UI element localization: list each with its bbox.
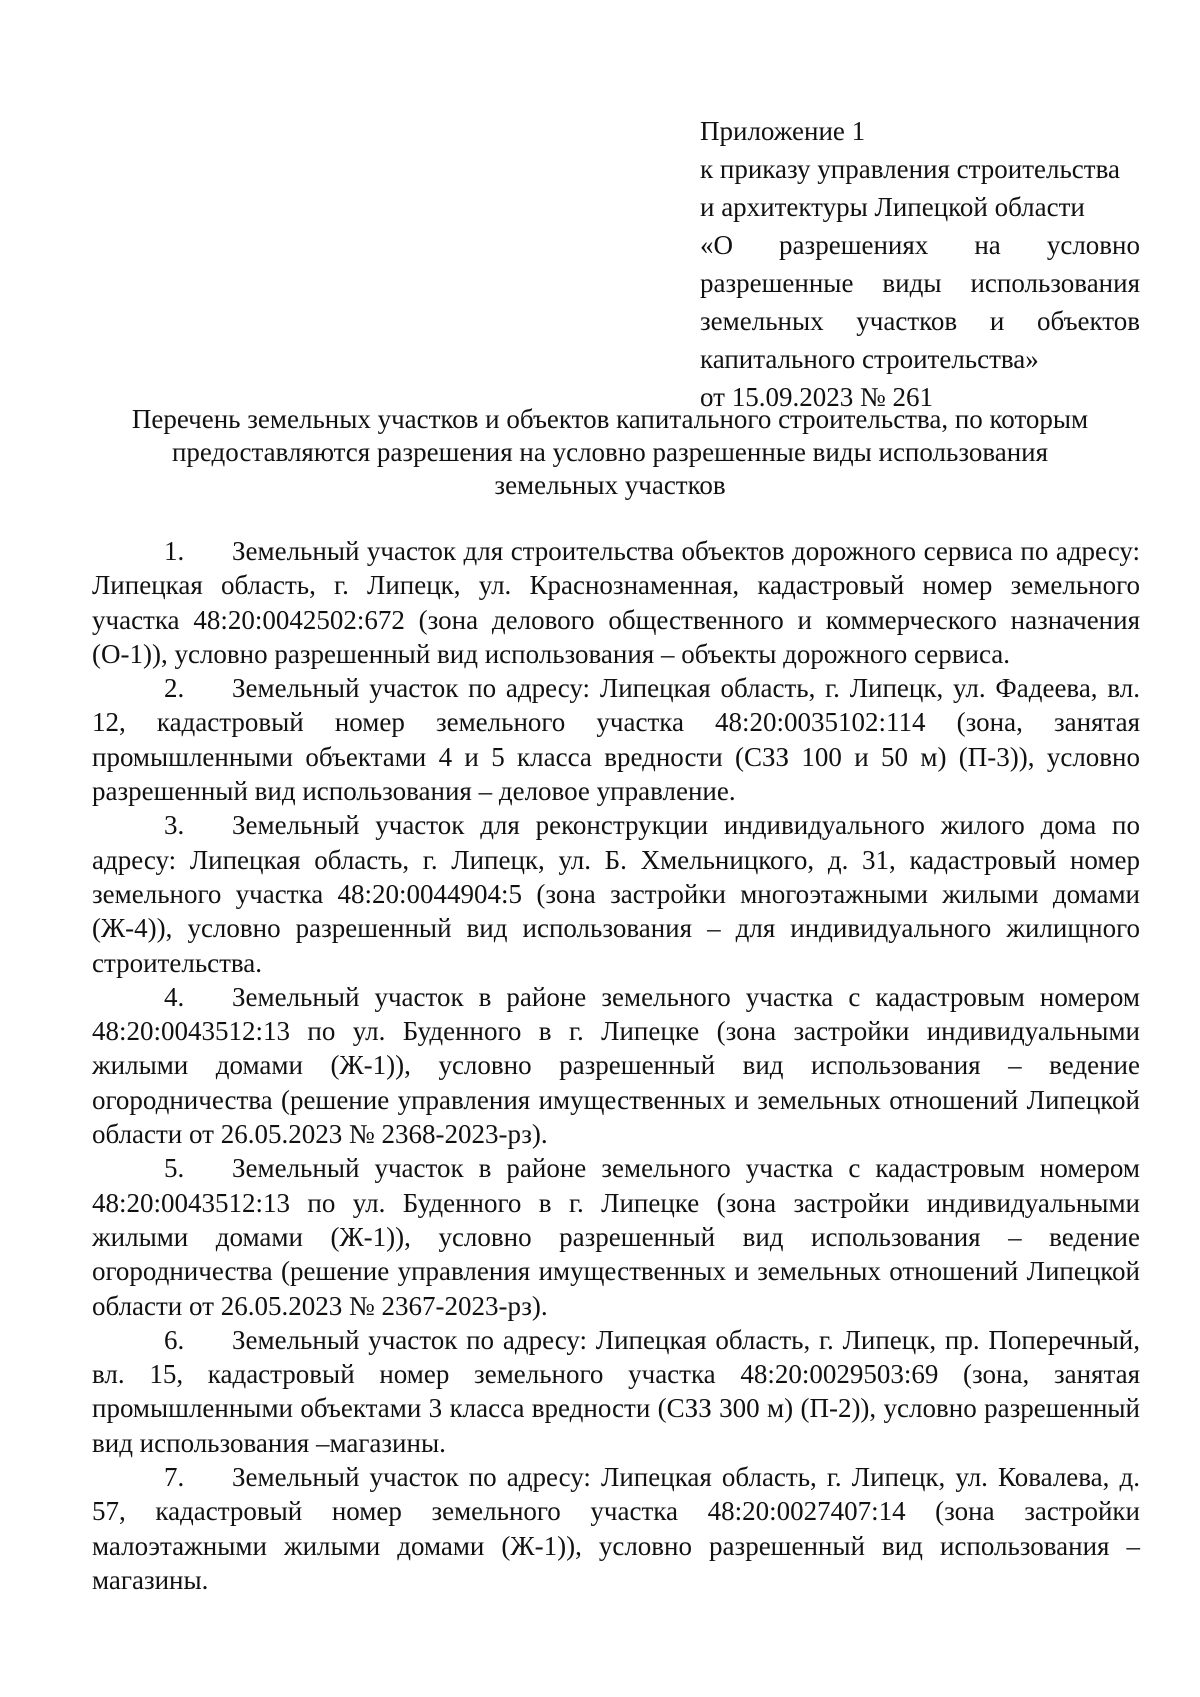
item-text: Земельный участок для строительства объектов дорожного сервиса по адресу: Липецкая область, г. Липецк, ул. Краснознаменная, кадастровый номер земельного участка 48:20:0042502:672 (зона делового общественного и коммерческого назначения (О-1)), условно разрешенный вид использования – объекты дорожного сервиса. [92,536,1140,669]
land-plot-list [92,534,1140,1597]
appendix-order-title-end: капитального строительства» [700,344,1039,374]
item-number: 7. [164,1462,185,1493]
item-number: 3. [164,810,185,841]
item-number: 2. [164,673,185,704]
item-text: Земельный участок в районе земельного участка с кадастровым номером 48:20:0043512:13 по ул. Буденного в г. Липецке (зона застройки индивидуальными жилыми домами (Ж-1)), условно разрешенный вид использования – ведение огородничества (решение управления имущественных и земельных отношений Липецкой области от 26.05.2023 № 2367-2023-рз). [92,1153,1140,1321]
title-line-1: Перечень земельных участков и объектов капитального строительства, по которым [131,404,1089,434]
item-text: Земельный участок по адресу: Липецкая область, г. Липецк, ул. Ковалева, д. 57, кадастровый номер земельного участка 48:20:0027407:14 (зона застройки малоэтажными жилыми домами (Ж-1)), условно разрешенный вид использования – магазины. [92,1462,1140,1595]
list-item [92,1151,1140,1322]
appendix-order-ref: к приказу управления строительства [700,154,1120,184]
appendix-label: Приложение 1 [700,116,866,146]
item-text: Земельный участок в районе земельного участка с кадастровым номером 48:20:0043512:13 по ул. Буденного в г. Липецке (зона застройки индивидуальными жилыми домами (Ж-1)), условно разрешенный вид использования – ведение огородничества (решение управления имущественных и земельных отношений Липецкой области от 26.05.2023 № 2368-2023-рз). [92,981,1140,1150]
list-item [92,980,1140,1151]
item-text: Земельный участок для реконструкции индивидуального жилого дома по адресу: Липецкая область, г. Липецк, ул. Б. Хмельницкого, д. 31, кадастровый номер земельного участка 48:20:0044904:5 (зона застройки многоэтажными жилыми домами (Ж-4)), условно разрешенный вид использования – для индивидуального жилищного строительства. [92,810,1140,978]
item-number: 4. [164,981,185,1012]
document-title [80,403,1140,502]
appendix-authority: и архитектуры Липецкой области [700,192,1085,222]
item-text: Земельный участок по адресу: Липецкая область, г. Липецк, пр. Поперечный, вл. 15, кадастровый номер земельного участка 48:20:0029503:69 (зона, занятая промышленными объектами 3 класса вредности (СЗЗ 300 м) (П-2)), условно разрешенный вид использования –магазины. [92,1324,1140,1458]
list-item [92,808,1140,979]
list-item [92,534,1140,671]
appendix-order-title: «О разрешениях на условно разрешенные виды использования земельных участков и объектов [700,230,1140,336]
item-number: 1. [164,536,185,566]
item-number: 6. [164,1324,185,1355]
appendix-date-number: от 15.09.2023 № 261 [700,382,933,412]
title-line-2: предоставляются разрешения на условно разрешенные виды использования [171,437,1049,467]
list-item [92,671,1140,808]
item-number: 5. [164,1153,185,1184]
appendix-block [700,112,1140,416]
list-item [92,1460,1140,1597]
title-line-3: земельных участков [494,470,726,500]
item-text: Земельный участок по адресу: Липецкая область, г. Липецк, ул. Фадеева, вл. 12, кадастровый номер земельного участка 48:20:0035102:114 (зона, занятая промышленными объектами 4 и 5 класса вредности (СЗЗ 100 и 50 м) (П-3)), условно разрешенный вид использования – деловое управление. [92,673,1140,807]
list-item [92,1323,1140,1460]
